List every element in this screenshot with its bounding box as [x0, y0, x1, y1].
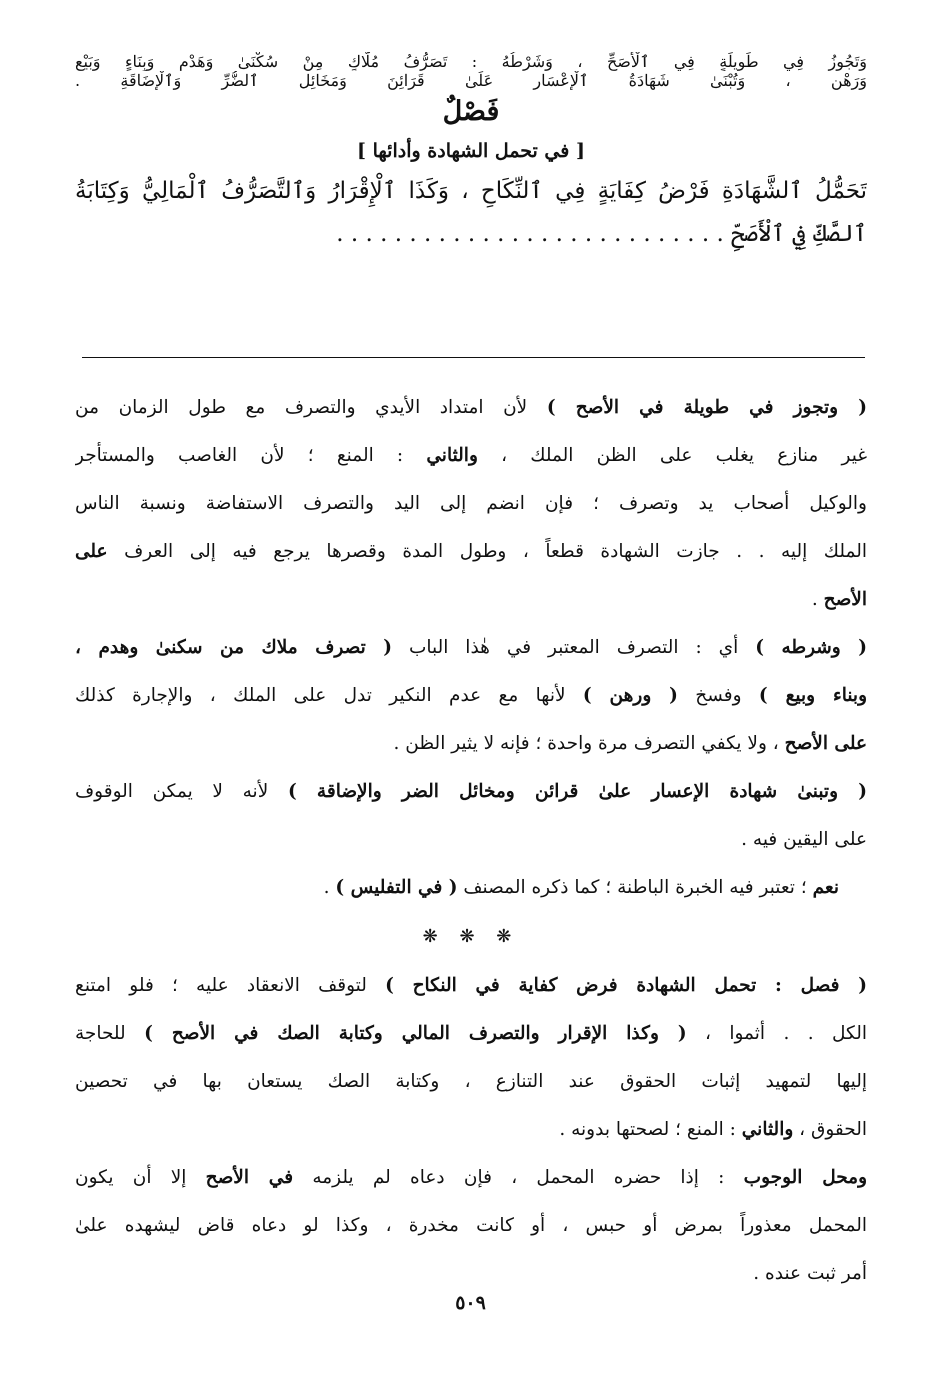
quoted-matn: وبناء وبيع ) — [758, 685, 867, 706]
matn-block — [75, 52, 867, 256]
commentary-line — [75, 720, 867, 768]
commentary-line — [75, 624, 867, 672]
commentary-text: لتوقف الانعقاد عليه ؛ فلو امتنع — [75, 975, 386, 996]
commentary-text: أي : التصرف المعتبر في هٰذا الباب — [392, 637, 756, 658]
page-number: ٥٠٩ — [455, 1292, 486, 1314]
commentary-text: لأن امتداد الأيدي والتصرف مع طول الزمان من — [75, 397, 547, 418]
commentary-line — [75, 672, 867, 720]
commentary-text: الحقوق ، — [793, 1119, 867, 1140]
separator-rule — [82, 357, 865, 358]
quoted-matn: ( وشرطه ) — [755, 637, 867, 658]
commentary-line — [75, 384, 867, 432]
commentary-line: أمر ثبت عنده . — [753, 1263, 867, 1284]
commentary-text: غير منازع يغلب على الظن الملك ، — [477, 445, 867, 466]
quoted-matn: في الأصح — [205, 1167, 294, 1188]
commentary-line — [75, 1106, 867, 1154]
matn-line: وَتَجُوزُ فِي طَوِيلَةٍ فِي ٱلْأَصَحِّ ، وَشَرْطُهُ : تَصَرُّفُ مُلَّاكٍ مِنْ سُكْنَىٰ وَهَدْمٍ وَبِنَاءٍ وَبَيْعٍ — [75, 52, 867, 71]
commentary-line — [75, 528, 867, 576]
quoted-matn: على الأصح — [784, 733, 867, 754]
section-heading: فَصْلٌ — [442, 96, 500, 127]
matn-line: تَحَمُّلُ ٱلشَّهَادَةِ فَرْضُ كِفَايَةٍ فِي ٱلنِّكَاحِ ، وَكَذَا ٱلْإِقْرَارُ وَٱلتَّصَرُّفُ ٱلْمَالِيُّ وَكِتَابَةُ — [75, 178, 867, 204]
commentary-line — [75, 1154, 867, 1202]
matn-line: ٱلصَّكِّ فِي ٱلْأَصَحِّ . . . . . . . . . . . . . . . . . . . . . . . . . . . — [336, 221, 867, 247]
emphasis: ومحل الوجوب — [743, 1167, 867, 1188]
emphasis: والثاني — [426, 445, 478, 466]
commentary-block — [75, 384, 867, 1298]
quoted-matn: ( ورهن ) — [582, 685, 678, 706]
commentary-line — [75, 432, 867, 480]
section-divider-stars: ❋ ❋ ❋ — [422, 926, 520, 947]
commentary-text: : المنع ؛ لأن الغاصب والمستأجر — [75, 445, 427, 466]
quoted-matn: الأصح — [823, 589, 867, 610]
section-subtitle: [ في تحمل الشهادة وأدائها ] — [357, 140, 585, 162]
quoted-matn: على — [75, 541, 108, 562]
commentary-line — [75, 576, 867, 624]
emphasis: نعم — [812, 877, 839, 898]
commentary-line — [75, 768, 867, 816]
commentary-text: . — [323, 877, 336, 898]
matn-line: وَرَهْنٍ ، وَتُبْنَىٰ شَهَادَةُ ٱلْإِعْسَارِ عَلَىٰ قَرَائِنَ وَمَخَائِلِ ٱلضُّرِّ وَٱلْإِضَاقَةِ . — [75, 71, 867, 90]
quoted-matn: ( وتبنىٰ شهادة الإعسار علىٰ قرائن ومخائل الضر والإضاقة ) — [287, 781, 867, 802]
commentary-text: الكل . . أثموا ، — [686, 1023, 867, 1044]
commentary-line — [75, 864, 867, 912]
commentary-text: لأنها مع عدم النكير تدل على الملك ، والإجارة كذلك — [75, 685, 583, 706]
commentary-text: لأنه لا يمكن الوقوف — [75, 781, 288, 802]
quoted-matn: ( وتجوز في طويلة في الأصح ) — [546, 397, 867, 418]
commentary-line — [75, 1010, 867, 1058]
commentary-text: وفسخ — [677, 685, 759, 706]
commentary-line: إليها لتمهيد إثبات الحقوق عند التنازع ، وكتابة الصك يستعان بها في تحصين — [75, 1071, 867, 1092]
quoted-matn: ( فصل : تحمل الشهادة فرض كفاية في النكاح ) — [385, 975, 867, 996]
commentary-text: . — [811, 589, 824, 610]
commentary-line: المحمل معذوراً بمرض أو حبس ، أو كانت مخدرة ، وكذا لو دعاه قاض ليشهده علىٰ — [75, 1215, 867, 1236]
quoted-matn: ( وكذا الإقرار والتصرف المالي وكتابة الصك في الأصح ) — [144, 1023, 687, 1044]
commentary-text: ؛ تعتبر فيه الخبرة الباطنة ؛ كما ذكره المصنف — [457, 877, 813, 898]
commentary-line — [75, 962, 867, 1010]
commentary-text: الملك إليه . . جازت الشهادة قطعاً ، وطول المدة وقصرها يرجع فيه إلى العرف — [107, 541, 867, 562]
commentary-line: والوكيل أصحاب يد وتصرف ؛ فإن انضم إلى اليد والتصرف الاستفاضة ونسبة الناس — [75, 493, 867, 514]
commentary-line: على اليقين فيه . — [741, 829, 867, 850]
commentary-text: : المنع ؛ لصحتها بدونه . — [559, 1119, 742, 1140]
quoted-matn: ( في التفليس ) — [335, 877, 458, 898]
commentary-text: : إذا حضره المحمل ، فإن دعاه لم يلزمه — [293, 1167, 744, 1188]
commentary-text: إلا أن يكون — [75, 1167, 206, 1188]
commentary-text: ، ولا يكفي التصرف مرة واحدة ؛ فإنه لا يثير الظن . — [393, 733, 785, 754]
commentary-text: للحاجة — [75, 1023, 145, 1044]
emphasis: والثاني — [741, 1119, 794, 1140]
quoted-matn: ( تصرف ملاك من سكنىٰ وهدم ، — [75, 637, 393, 658]
